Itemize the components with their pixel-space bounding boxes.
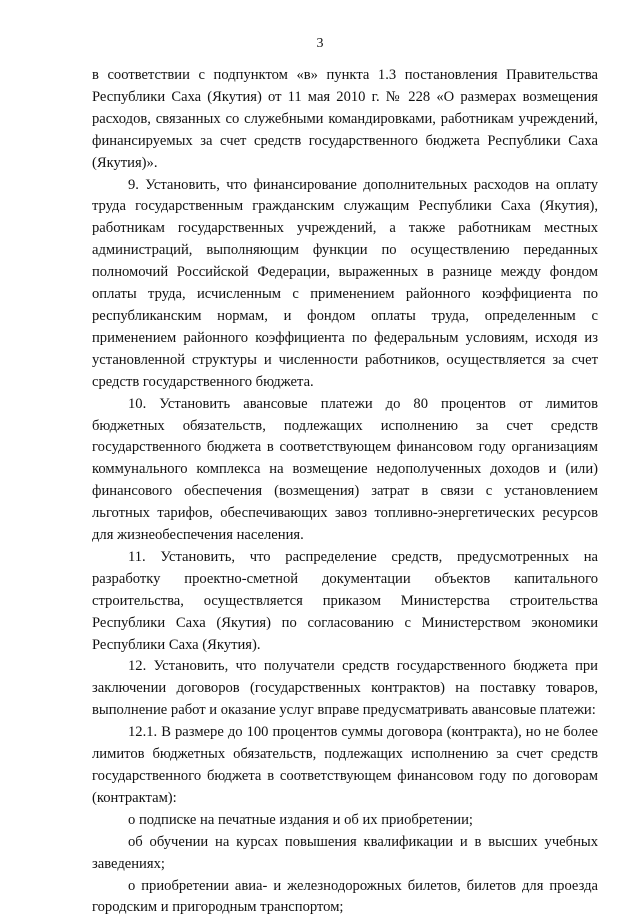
paragraph-item-12: 12. Установить, что получатели средств государственного бюджета при заключении договоров (государственных контрактов) на поставку товаров, выполнение работ и оказание услуг вправе предусматривать авансовые платежи: <box>92 658 598 719</box>
paragraph-continuation: в соответствии с подпунктом «в» пункта 1.3 постановления Правительства Республики Саха (Якутия) от 11 мая 2010 г. № 228 «О размерах возмещения расходов, связанных со служебными командировками, работникам учреждений, финансируемых за счет средств государственного бюджета Республики Саха (Якутия)». <box>92 67 598 171</box>
paragraph-training: об обучении на курсах повышения квалификации и в высших учебных заведениях; <box>92 833 598 872</box>
paragraph-item-10: 10. Установить авансовые платежи до 80 процентов от лимитов бюджетных обязательств, подлежащих исполнению за счет средств государственного бюджета в соответствующем финансовом году организациям коммунального комплекса на возмещение недополученных доходов и (или) финансового обеспечения (возмещения) затрат в связи с установлением льготных тарифов, обеспечивающих завоз топливно-энергетических ресурсов для жизнеобеспечения населения. <box>92 395 598 544</box>
paragraph-subscription: о подписке на печатные издания и об их приобретении; <box>128 811 473 828</box>
paragraph-item-12-1: 12.1. В размере до 100 процентов суммы договора (контракта), но не более лимитов бюджетных обязательств, подлежащих исполнению за счет средств государственного бюджета в соответствующем финансовом году по договорам (контрактам): <box>92 724 598 806</box>
paragraph-tickets: о приобретении авиа- и железнодорожных билетов, билетов для проезда городским и пригородным транспортом; <box>92 877 598 916</box>
paragraph-item-11: 11. Установить, что распределение средств, предусмотренных на разработку проектно-сметной документации объектов капитального строительства, осуществляется приказом Министерства строительства Республики Саха (Якутия) по согласованию с Министерством экономики Республики Саха (Якутия). <box>92 548 598 653</box>
page-number: 3 <box>316 36 324 51</box>
paragraph-item-9: 9. Установить, что финансирование дополнительных расходов на оплату труда государственным гражданским служащим Республики Саха (Якутия), работникам государственных учреждений, а также работникам местных администраций, выполняющим функции по осуществлению переданных полномочий Российской Федерации, выраженных в разнице между фондом оплаты труда, исчисленным с применением районного коэффициента по республиканским нормам, и фондом оплаты труда, определенным с применением районного коэффициента по федеральным условиям, исходя из установленной структуры и численности работников, осуществляется за счет средств государственного бюджета. <box>92 176 598 390</box>
document-body <box>92 65 598 919</box>
